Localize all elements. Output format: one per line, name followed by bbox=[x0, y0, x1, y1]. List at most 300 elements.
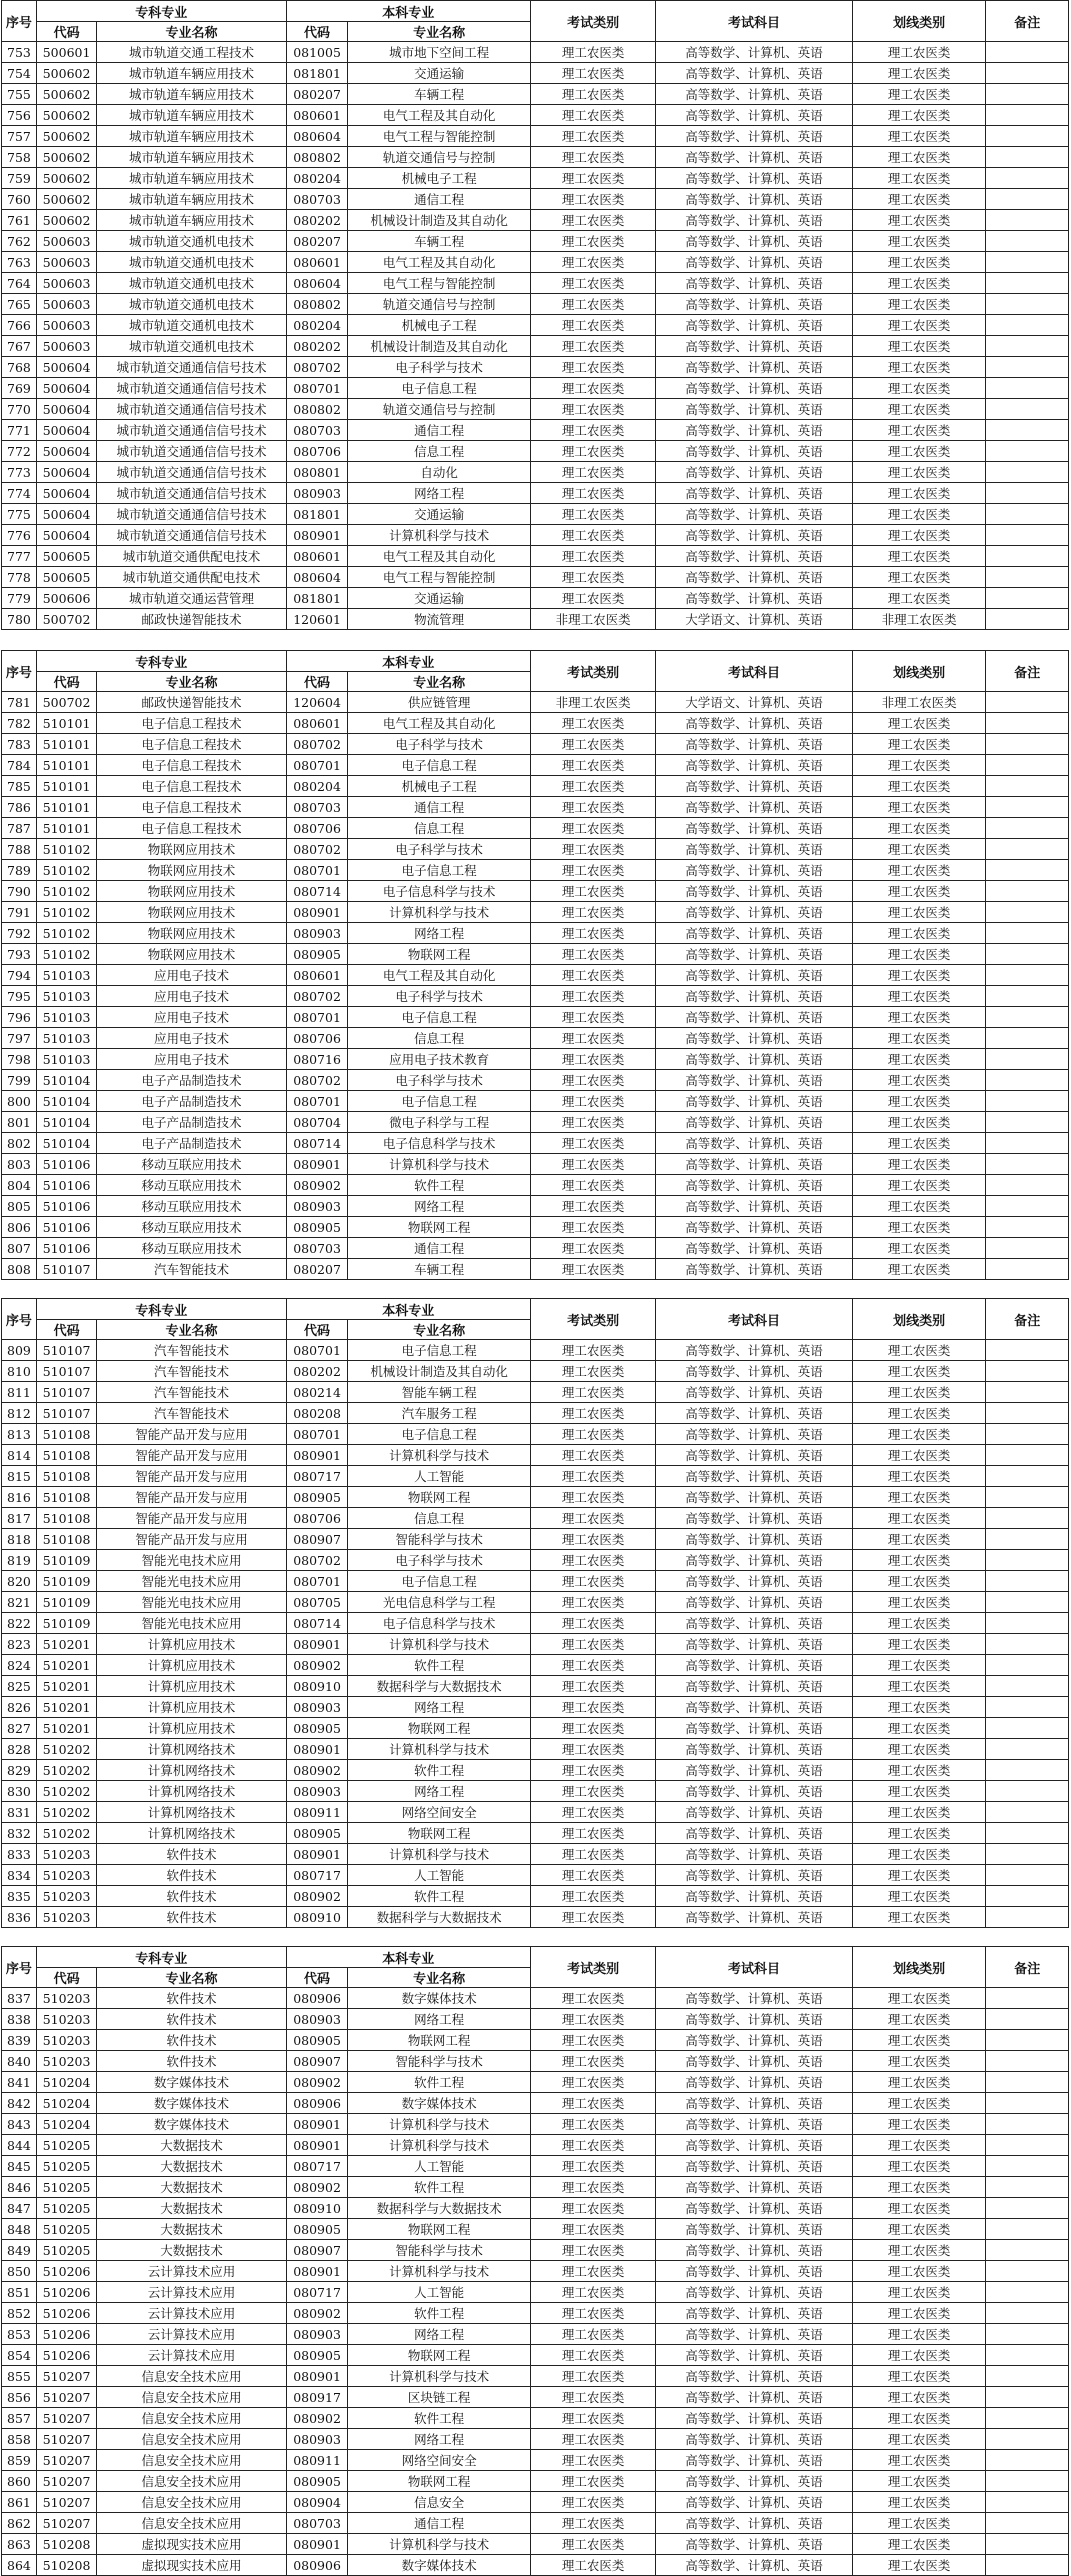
table-row bbox=[2, 2555, 1069, 2576]
note-cell bbox=[986, 1028, 1069, 1049]
exam-type-cell: 理工农医类 bbox=[530, 378, 656, 399]
table-row bbox=[2, 776, 1069, 797]
zhuanke-name-cell: 电子产品制造技术 bbox=[97, 1133, 286, 1154]
seq-cell: 781 bbox=[2, 692, 37, 713]
benke-name-cell: 物联网工程 bbox=[348, 1487, 530, 1508]
exam-subjects-cell: 高等数学、计算机、英语 bbox=[656, 2114, 852, 2135]
exam-subjects-cell: 高等数学、计算机、英语 bbox=[656, 1988, 852, 2009]
zhuanke-name-cell: 智能产品开发与应用 bbox=[97, 1487, 286, 1508]
benke-name-cell: 电气工程及其自动化 bbox=[348, 105, 530, 126]
exam-subjects-cell: 高等数学、计算机、英语 bbox=[656, 105, 852, 126]
benke-name-cell: 软件工程 bbox=[348, 2072, 530, 2093]
note-cell bbox=[986, 63, 1069, 84]
exam-subjects-cell: 高等数学、计算机、英语 bbox=[656, 252, 852, 273]
exam-type-cell: 理工农医类 bbox=[530, 2345, 656, 2366]
zhuanke-name-cell: 计算机网络技术 bbox=[97, 1823, 286, 1844]
note-cell bbox=[986, 483, 1069, 504]
exam-subjects-cell: 高等数学、计算机、英语 bbox=[656, 588, 852, 609]
exam-subjects-cell: 高等数学、计算机、英语 bbox=[656, 2219, 852, 2240]
seq-cell: 821 bbox=[2, 1592, 37, 1613]
benke-name-cell: 电气工程及其自动化 bbox=[348, 546, 530, 567]
seq-cell: 800 bbox=[2, 1091, 37, 1112]
line-type-cell: 理工农医类 bbox=[852, 2345, 986, 2366]
zhuanke-code-cell: 510102 bbox=[36, 923, 96, 944]
seq-cell: 854 bbox=[2, 2345, 37, 2366]
exam-subjects-cell: 高等数学、计算机、英语 bbox=[656, 1382, 852, 1403]
zhuanke-code-cell: 510206 bbox=[36, 2303, 96, 2324]
table-row bbox=[2, 881, 1069, 902]
zhuanke-code-cell: 510101 bbox=[36, 818, 96, 839]
benke-code-cell: 080204 bbox=[286, 168, 348, 189]
exam-subjects-cell: 高等数学、计算机、英语 bbox=[656, 1739, 852, 1760]
note-cell bbox=[986, 2051, 1069, 2072]
exam-subjects-cell: 高等数学、计算机、英语 bbox=[656, 797, 852, 818]
seq-cell: 766 bbox=[2, 315, 37, 336]
zhuanke-name-cell: 城市轨道交通机电技术 bbox=[97, 252, 286, 273]
exam-subjects-cell: 高等数学、计算机、英语 bbox=[656, 1403, 852, 1424]
zhuanke-name-cell: 城市轨道车辆应用技术 bbox=[97, 168, 286, 189]
exam-type-cell: 理工农医类 bbox=[530, 1676, 656, 1697]
benke-name-cell: 软件工程 bbox=[348, 2303, 530, 2324]
seq-cell: 767 bbox=[2, 336, 37, 357]
zhuanke-code-cell: 510203 bbox=[36, 1844, 96, 1865]
exam-type-cell: 理工农医类 bbox=[530, 2198, 656, 2219]
benke-name-cell: 计算机科学与技术 bbox=[348, 1739, 530, 1760]
zhuanke-code-cell: 500603 bbox=[36, 336, 96, 357]
header-seq: 序号 bbox=[2, 1299, 37, 1340]
table-row bbox=[2, 1070, 1069, 1091]
benke-name-cell: 网络工程 bbox=[348, 1196, 530, 1217]
benke-name-cell: 轨道交通信号与控制 bbox=[348, 147, 530, 168]
note-cell bbox=[986, 692, 1069, 713]
exam-subjects-cell: 高等数学、计算机、英语 bbox=[656, 1634, 852, 1655]
line-type-cell: 理工农医类 bbox=[852, 441, 986, 462]
zhuanke-name-cell: 汽车智能技术 bbox=[97, 1340, 286, 1361]
exam-type-cell: 理工农医类 bbox=[530, 1445, 656, 1466]
exam-subjects-cell: 高等数学、计算机、英语 bbox=[656, 1886, 852, 1907]
header-benke: 本科专业 bbox=[286, 651, 530, 672]
benke-code-cell: 080208 bbox=[286, 1403, 348, 1424]
zhuanke-name-cell: 物联网应用技术 bbox=[97, 860, 286, 881]
seq-cell: 810 bbox=[2, 1361, 37, 1382]
zhuanke-code-cell: 510203 bbox=[36, 2030, 96, 2051]
benke-code-cell: 081801 bbox=[286, 504, 348, 525]
zhuanke-code-cell: 510207 bbox=[36, 2492, 96, 2513]
zhuanke-name-cell: 城市轨道交通通信信号技术 bbox=[97, 525, 286, 546]
benke-name-cell: 信息工程 bbox=[348, 441, 530, 462]
exam-type-cell: 理工农医类 bbox=[530, 2156, 656, 2177]
zhuanke-code-cell: 510201 bbox=[36, 1676, 96, 1697]
seq-cell: 787 bbox=[2, 818, 37, 839]
zhuanke-name-cell: 云计算技术应用 bbox=[97, 2261, 286, 2282]
table-row bbox=[2, 1259, 1069, 1280]
zhuanke-code-cell: 510206 bbox=[36, 2261, 96, 2282]
benke-code-cell: 080204 bbox=[286, 776, 348, 797]
seq-cell: 754 bbox=[2, 63, 37, 84]
exam-type-cell: 理工农医类 bbox=[530, 1634, 656, 1655]
exam-subjects-cell: 高等数学、计算机、英语 bbox=[656, 336, 852, 357]
benke-name-cell: 网络工程 bbox=[348, 1697, 530, 1718]
benke-code-cell: 080905 bbox=[286, 1718, 348, 1739]
note-cell bbox=[986, 609, 1069, 630]
note-cell bbox=[986, 1361, 1069, 1382]
benke-code-cell: 080801 bbox=[286, 462, 348, 483]
exam-type-cell: 理工农医类 bbox=[530, 944, 656, 965]
seq-cell: 765 bbox=[2, 294, 37, 315]
exam-subjects-cell: 高等数学、计算机、英语 bbox=[656, 189, 852, 210]
seq-cell: 809 bbox=[2, 1340, 37, 1361]
table-row bbox=[2, 42, 1069, 63]
exam-subjects-cell: 高等数学、计算机、英语 bbox=[656, 378, 852, 399]
benke-name-cell: 计算机科学与技术 bbox=[348, 2366, 530, 2387]
header-exam-type: 考试类别 bbox=[530, 651, 656, 692]
exam-type-cell: 理工农医类 bbox=[530, 1238, 656, 1259]
benke-name-cell: 电子科学与技术 bbox=[348, 839, 530, 860]
line-type-cell: 理工农医类 bbox=[852, 399, 986, 420]
table-row bbox=[2, 1154, 1069, 1175]
table-block-4 bbox=[0, 1946, 1071, 2576]
zhuanke-code-cell: 500603 bbox=[36, 231, 96, 252]
header-exam-type: 考试类别 bbox=[530, 1, 656, 42]
zhuanke-code-cell: 510104 bbox=[36, 1070, 96, 1091]
benke-code-cell: 080907 bbox=[286, 2051, 348, 2072]
exam-type-cell: 理工农医类 bbox=[530, 105, 656, 126]
zhuanke-code-cell: 510205 bbox=[36, 2240, 96, 2261]
table-row bbox=[2, 1007, 1069, 1028]
seq-cell: 814 bbox=[2, 1445, 37, 1466]
exam-subjects-cell: 高等数学、计算机、英语 bbox=[656, 1760, 852, 1781]
zhuanke-code-cell: 510108 bbox=[36, 1424, 96, 1445]
seq-cell: 795 bbox=[2, 986, 37, 1007]
seq-cell: 779 bbox=[2, 588, 37, 609]
zhuanke-name-cell: 智能光电技术应用 bbox=[97, 1550, 286, 1571]
exam-type-cell: 理工农医类 bbox=[530, 147, 656, 168]
table-row bbox=[2, 525, 1069, 546]
benke-name-cell: 智能科学与技术 bbox=[348, 2051, 530, 2072]
note-cell bbox=[986, 1112, 1069, 1133]
note-cell bbox=[986, 1196, 1069, 1217]
exam-subjects-cell: 高等数学、计算机、英语 bbox=[656, 2177, 852, 2198]
line-type-cell: 理工农医类 bbox=[852, 2429, 986, 2450]
exam-subjects-cell: 高等数学、计算机、英语 bbox=[656, 525, 852, 546]
benke-name-cell: 电子信息工程 bbox=[348, 1571, 530, 1592]
benke-name-cell: 智能车辆工程 bbox=[348, 1382, 530, 1403]
zhuanke-code-cell: 510109 bbox=[36, 1592, 96, 1613]
seq-cell: 785 bbox=[2, 776, 37, 797]
exam-subjects-cell: 高等数学、计算机、英语 bbox=[656, 84, 852, 105]
benke-code-cell: 080703 bbox=[286, 797, 348, 818]
benke-name-cell: 数据科学与大数据技术 bbox=[348, 1676, 530, 1697]
line-type-cell: 理工农医类 bbox=[852, 105, 986, 126]
exam-subjects-cell: 高等数学、计算机、英语 bbox=[656, 1070, 852, 1091]
major-table bbox=[1, 650, 1069, 1280]
exam-type-cell: 理工农医类 bbox=[530, 755, 656, 776]
benke-code-cell: 120601 bbox=[286, 609, 348, 630]
header-benke-code: 代码 bbox=[286, 22, 348, 42]
exam-type-cell: 理工农医类 bbox=[530, 1112, 656, 1133]
exam-subjects-cell: 高等数学、计算机、英语 bbox=[656, 965, 852, 986]
header-exam-subjects: 考试科目 bbox=[656, 1299, 852, 1340]
exam-subjects-cell: 高等数学、计算机、英语 bbox=[656, 567, 852, 588]
table-row bbox=[2, 1382, 1069, 1403]
exam-type-cell: 理工农医类 bbox=[530, 2471, 656, 2492]
seq-cell: 797 bbox=[2, 1028, 37, 1049]
exam-subjects-cell: 高等数学、计算机、英语 bbox=[656, 1007, 852, 1028]
line-type-cell: 理工农医类 bbox=[852, 713, 986, 734]
line-type-cell: 理工农医类 bbox=[852, 2219, 986, 2240]
exam-type-cell: 理工农医类 bbox=[530, 1718, 656, 1739]
seq-cell: 851 bbox=[2, 2282, 37, 2303]
seq-cell: 847 bbox=[2, 2198, 37, 2219]
zhuanke-name-cell: 城市轨道交通通信信号技术 bbox=[97, 357, 286, 378]
exam-type-cell: 理工农医类 bbox=[530, 1028, 656, 1049]
table-row bbox=[2, 483, 1069, 504]
table-row bbox=[2, 2114, 1069, 2135]
header-zhuanke-code: 代码 bbox=[36, 1320, 96, 1340]
zhuanke-code-cell: 510205 bbox=[36, 2177, 96, 2198]
line-type-cell: 理工农医类 bbox=[852, 2114, 986, 2135]
exam-type-cell: 理工农医类 bbox=[530, 2219, 656, 2240]
benke-name-cell: 通信工程 bbox=[348, 797, 530, 818]
zhuanke-name-cell: 电子产品制造技术 bbox=[97, 1070, 286, 1091]
header-zhuanke-name: 专业名称 bbox=[97, 1968, 286, 1988]
note-cell bbox=[986, 1259, 1069, 1280]
exam-type-cell: 理工农医类 bbox=[530, 839, 656, 860]
benke-code-cell: 080202 bbox=[286, 336, 348, 357]
zhuanke-code-cell: 510207 bbox=[36, 2366, 96, 2387]
exam-subjects-cell: 高等数学、计算机、英语 bbox=[656, 1655, 852, 1676]
zhuanke-name-cell: 城市轨道交通工程技术 bbox=[97, 42, 286, 63]
exam-subjects-cell: 高等数学、计算机、英语 bbox=[656, 420, 852, 441]
zhuanke-name-cell: 城市轨道交通通信信号技术 bbox=[97, 441, 286, 462]
exam-subjects-cell: 高等数学、计算机、英语 bbox=[656, 2072, 852, 2093]
benke-code-cell: 120604 bbox=[286, 692, 348, 713]
zhuanke-code-cell: 510208 bbox=[36, 2534, 96, 2555]
line-type-cell: 理工农医类 bbox=[852, 755, 986, 776]
benke-name-cell: 网络工程 bbox=[348, 1781, 530, 1802]
seq-cell: 774 bbox=[2, 483, 37, 504]
line-type-cell: 理工农医类 bbox=[852, 734, 986, 755]
exam-subjects-cell: 高等数学、计算机、英语 bbox=[656, 147, 852, 168]
seq-cell: 808 bbox=[2, 1259, 37, 1280]
line-type-cell: 理工农医类 bbox=[852, 2093, 986, 2114]
table-row bbox=[2, 2513, 1069, 2534]
table-row bbox=[2, 1802, 1069, 1823]
table-row bbox=[2, 210, 1069, 231]
note-cell bbox=[986, 734, 1069, 755]
benke-code-cell: 080901 bbox=[286, 902, 348, 923]
benke-name-cell: 计算机科学与技术 bbox=[348, 1445, 530, 1466]
benke-name-cell: 电子信息工程 bbox=[348, 1007, 530, 1028]
benke-code-cell: 080202 bbox=[286, 210, 348, 231]
benke-code-cell: 080902 bbox=[286, 1760, 348, 1781]
table-block-1 bbox=[0, 0, 1071, 630]
zhuanke-name-cell: 大数据技术 bbox=[97, 2219, 286, 2240]
table-row bbox=[2, 1112, 1069, 1133]
line-type-cell: 理工农医类 bbox=[852, 126, 986, 147]
line-type-cell: 理工农医类 bbox=[852, 1340, 986, 1361]
exam-type-cell: 理工农医类 bbox=[530, 483, 656, 504]
seq-cell: 838 bbox=[2, 2009, 37, 2030]
zhuanke-code-cell: 510207 bbox=[36, 2513, 96, 2534]
line-type-cell: 理工农医类 bbox=[852, 1154, 986, 1175]
seq-cell: 831 bbox=[2, 1802, 37, 1823]
zhuanke-code-cell: 510102 bbox=[36, 881, 96, 902]
seq-cell: 842 bbox=[2, 2093, 37, 2114]
seq-cell: 793 bbox=[2, 944, 37, 965]
exam-type-cell: 理工农医类 bbox=[530, 2093, 656, 2114]
exam-subjects-cell: 高等数学、计算机、英语 bbox=[656, 1844, 852, 1865]
benke-name-cell: 应用电子技术教育 bbox=[348, 1049, 530, 1070]
header-benke-name: 专业名称 bbox=[348, 1968, 530, 1988]
zhuanke-name-cell: 邮政快递智能技术 bbox=[97, 609, 286, 630]
benke-code-cell: 080901 bbox=[286, 2261, 348, 2282]
line-type-cell: 理工农医类 bbox=[852, 168, 986, 189]
note-cell bbox=[986, 1487, 1069, 1508]
exam-subjects-cell: 高等数学、计算机、英语 bbox=[656, 2261, 852, 2282]
seq-cell: 805 bbox=[2, 1196, 37, 1217]
zhuanke-code-cell: 510206 bbox=[36, 2282, 96, 2303]
exam-type-cell: 理工农医类 bbox=[530, 1175, 656, 1196]
exam-type-cell: 理工农医类 bbox=[530, 1613, 656, 1634]
seq-cell: 845 bbox=[2, 2156, 37, 2177]
zhuanke-name-cell: 信息安全技术应用 bbox=[97, 2366, 286, 2387]
note-cell bbox=[986, 2030, 1069, 2051]
exam-subjects-cell: 高等数学、计算机、英语 bbox=[656, 1340, 852, 1361]
benke-code-cell: 080717 bbox=[286, 1466, 348, 1487]
table-row bbox=[2, 1760, 1069, 1781]
exam-type-cell: 理工农医类 bbox=[530, 567, 656, 588]
table-row bbox=[2, 2345, 1069, 2366]
exam-subjects-cell: 高等数学、计算机、英语 bbox=[656, 1217, 852, 1238]
note-cell bbox=[986, 1007, 1069, 1028]
zhuanke-code-cell: 510103 bbox=[36, 1028, 96, 1049]
exam-subjects-cell: 高等数学、计算机、英语 bbox=[656, 2366, 852, 2387]
note-cell bbox=[986, 2387, 1069, 2408]
benke-name-cell: 网络工程 bbox=[348, 923, 530, 944]
line-type-cell: 理工农医类 bbox=[852, 1007, 986, 1028]
benke-code-cell: 080903 bbox=[286, 1196, 348, 1217]
zhuanke-code-cell: 500604 bbox=[36, 504, 96, 525]
benke-name-cell: 物流管理 bbox=[348, 609, 530, 630]
benke-name-cell: 城市地下空间工程 bbox=[348, 42, 530, 63]
zhuanke-code-cell: 510106 bbox=[36, 1238, 96, 1259]
major-table bbox=[1, 1298, 1069, 1928]
seq-cell: 790 bbox=[2, 881, 37, 902]
benke-code-cell: 080714 bbox=[286, 1613, 348, 1634]
table-row bbox=[2, 1466, 1069, 1487]
benke-name-cell: 计算机科学与技术 bbox=[348, 2135, 530, 2156]
note-cell bbox=[986, 2072, 1069, 2093]
note-cell bbox=[986, 1175, 1069, 1196]
line-type-cell: 理工农医类 bbox=[852, 2450, 986, 2471]
table-row bbox=[2, 2135, 1069, 2156]
zhuanke-name-cell: 城市轨道车辆应用技术 bbox=[97, 210, 286, 231]
zhuanke-code-cell: 510203 bbox=[36, 1865, 96, 1886]
zhuanke-name-cell: 物联网应用技术 bbox=[97, 944, 286, 965]
line-type-cell: 理工农医类 bbox=[852, 1361, 986, 1382]
table-row bbox=[2, 1865, 1069, 1886]
note-cell bbox=[986, 147, 1069, 168]
exam-type-cell: 理工农医类 bbox=[530, 525, 656, 546]
zhuanke-name-cell: 城市轨道交通机电技术 bbox=[97, 294, 286, 315]
benke-code-cell: 080207 bbox=[286, 1259, 348, 1280]
exam-type-cell: 理工农医类 bbox=[530, 42, 656, 63]
table-row bbox=[2, 1697, 1069, 1718]
line-type-cell: 理工农医类 bbox=[852, 2072, 986, 2093]
exam-subjects-cell: 高等数学、计算机、英语 bbox=[656, 1133, 852, 1154]
note-cell bbox=[986, 1424, 1069, 1445]
zhuanke-code-cell: 500603 bbox=[36, 294, 96, 315]
benke-name-cell: 信息工程 bbox=[348, 1508, 530, 1529]
benke-code-cell: 080910 bbox=[286, 2198, 348, 2219]
line-type-cell: 理工农医类 bbox=[852, 1403, 986, 1424]
exam-type-cell: 理工农医类 bbox=[530, 1739, 656, 1760]
note-cell bbox=[986, 1238, 1069, 1259]
zhuanke-code-cell: 510104 bbox=[36, 1112, 96, 1133]
exam-type-cell: 理工农医类 bbox=[530, 2492, 656, 2513]
zhuanke-name-cell: 计算机应用技术 bbox=[97, 1676, 286, 1697]
header-benke-name: 专业名称 bbox=[348, 22, 530, 42]
exam-subjects-cell: 高等数学、计算机、英语 bbox=[656, 2513, 852, 2534]
seq-cell: 857 bbox=[2, 2408, 37, 2429]
exam-type-cell: 理工农医类 bbox=[530, 818, 656, 839]
table-row bbox=[2, 2072, 1069, 2093]
table-row bbox=[2, 63, 1069, 84]
benke-code-cell: 080901 bbox=[286, 2114, 348, 2135]
table-row bbox=[2, 609, 1069, 630]
note-cell bbox=[986, 2492, 1069, 2513]
zhuanke-code-cell: 510104 bbox=[36, 1091, 96, 1112]
seq-cell: 844 bbox=[2, 2135, 37, 2156]
zhuanke-code-cell: 510101 bbox=[36, 755, 96, 776]
line-type-cell: 理工农医类 bbox=[852, 2303, 986, 2324]
seq-cell: 864 bbox=[2, 2555, 37, 2576]
seq-cell: 756 bbox=[2, 105, 37, 126]
benke-code-cell: 080702 bbox=[286, 1550, 348, 1571]
line-type-cell: 非理工农医类 bbox=[852, 609, 986, 630]
zhuanke-name-cell: 城市轨道车辆应用技术 bbox=[97, 126, 286, 147]
table-row bbox=[2, 1907, 1069, 1928]
note-cell bbox=[986, 588, 1069, 609]
exam-type-cell: 理工农医类 bbox=[530, 273, 656, 294]
seq-cell: 794 bbox=[2, 965, 37, 986]
seq-cell: 827 bbox=[2, 1718, 37, 1739]
table-row bbox=[2, 420, 1069, 441]
exam-type-cell: 理工农医类 bbox=[530, 1070, 656, 1091]
seq-cell: 772 bbox=[2, 441, 37, 462]
benke-code-cell: 080604 bbox=[286, 126, 348, 147]
exam-type-cell: 理工农医类 bbox=[530, 504, 656, 525]
header-seq: 序号 bbox=[2, 651, 37, 692]
benke-name-cell: 计算机科学与技术 bbox=[348, 1634, 530, 1655]
header-benke-name: 专业名称 bbox=[348, 672, 530, 692]
exam-type-cell: 理工农医类 bbox=[530, 1259, 656, 1280]
benke-code-cell: 080917 bbox=[286, 2387, 348, 2408]
exam-type-cell: 理工农医类 bbox=[530, 2408, 656, 2429]
header-note: 备注 bbox=[986, 1947, 1069, 1988]
benke-name-cell: 人工智能 bbox=[348, 1466, 530, 1487]
note-cell bbox=[986, 2345, 1069, 2366]
header-benke: 本科专业 bbox=[286, 1, 530, 22]
benke-code-cell: 080601 bbox=[286, 252, 348, 273]
benke-code-cell: 080601 bbox=[286, 546, 348, 567]
exam-subjects-cell: 高等数学、计算机、英语 bbox=[656, 944, 852, 965]
line-type-cell: 理工农医类 bbox=[852, 1760, 986, 1781]
zhuanke-code-cell: 510207 bbox=[36, 2429, 96, 2450]
line-type-cell: 理工农医类 bbox=[852, 2324, 986, 2345]
seq-cell: 858 bbox=[2, 2429, 37, 2450]
